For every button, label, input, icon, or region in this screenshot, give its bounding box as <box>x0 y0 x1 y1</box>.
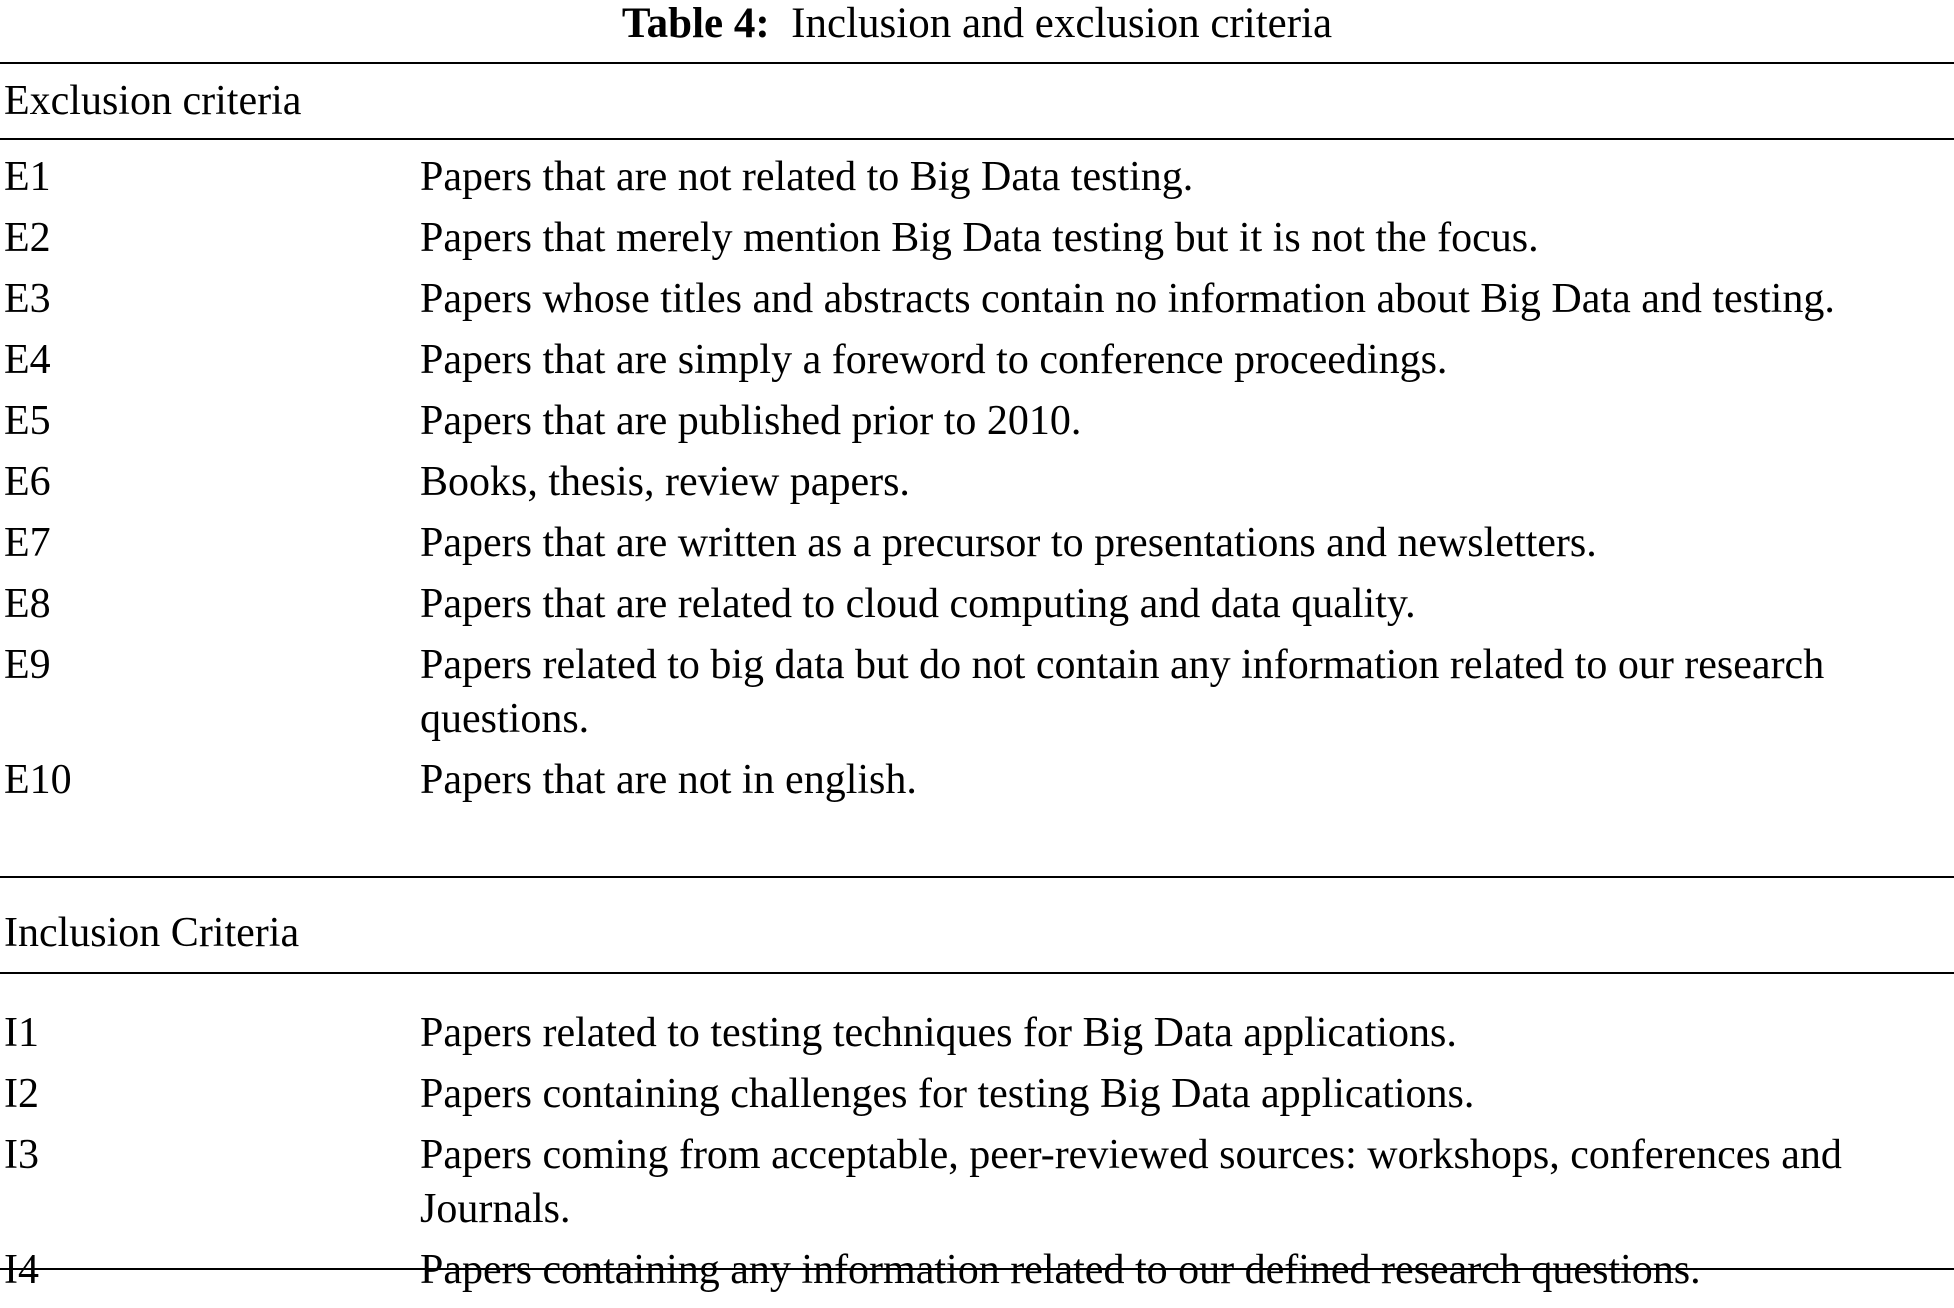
table-row <box>0 1067 1954 1121</box>
criterion-id: I2 <box>4 1071 39 1117</box>
table-row <box>0 1006 1954 1060</box>
criterion-id: I4 <box>4 1247 39 1293</box>
criterion-text: Papers related to testing techniques for Big Data applications. <box>420 1010 1457 1056</box>
criterion-text: Papers whose titles and abstracts contain no information about Big Data and testing. <box>420 276 1835 322</box>
criterion-text: Papers that are related to cloud computing and data quality. <box>420 581 1416 627</box>
table-row <box>0 333 1954 387</box>
criterion-text: Papers that are not in english. <box>420 757 917 803</box>
criterion-text: Papers containing any information related to our defined research questions. <box>420 1247 1701 1293</box>
table-row <box>0 577 1954 631</box>
table-row <box>0 211 1954 265</box>
criterion-id: I1 <box>4 1010 39 1056</box>
table-row <box>0 455 1954 509</box>
exclusion-rows <box>0 150 1954 807</box>
exclusion-heading-rule <box>0 138 1954 140</box>
criterion-id: E7 <box>4 520 51 566</box>
criterion-id: E4 <box>4 337 51 383</box>
exclusion-heading: Exclusion criteria <box>4 78 302 124</box>
table-row <box>0 1243 1954 1297</box>
table-row <box>0 1128 1954 1236</box>
criterion-text: Papers that are simply a foreword to conference proceedings. <box>420 337 1448 383</box>
table-row <box>0 150 1954 204</box>
caption-title: Inclusion and exclusion criteria <box>791 0 1333 47</box>
criterion-id: E3 <box>4 276 51 322</box>
caption-label: Table 4: <box>621 0 770 47</box>
bottom-rule <box>0 1268 1954 1270</box>
table-row <box>0 516 1954 570</box>
table-row <box>0 394 1954 448</box>
criterion-id: E5 <box>4 398 51 444</box>
criterion-id: I3 <box>4 1132 39 1178</box>
criterion-text: Books, thesis, review papers. <box>420 459 910 505</box>
criterion-text: Papers that are written as a precursor to presentations and newsletters. <box>420 520 1597 566</box>
criterion-id: E2 <box>4 215 51 261</box>
top-rule <box>0 62 1954 64</box>
criterion-text: Papers containing challenges for testing Big Data applications. <box>420 1071 1475 1117</box>
section-divider-rule <box>0 876 1954 878</box>
criterion-text: Papers coming from acceptable, peer-reviewed sources: workshops, conferences and Journals. <box>420 1132 1842 1232</box>
criterion-text: Papers that are published prior to 2010. <box>420 398 1082 444</box>
table-row <box>0 753 1954 807</box>
inclusion-heading-rule <box>0 972 1954 974</box>
criterion-id: E6 <box>4 459 51 505</box>
table-caption <box>0 2 1954 46</box>
criterion-id: E10 <box>4 757 72 803</box>
criterion-text: Papers that are not related to Big Data testing. <box>420 154 1194 200</box>
criterion-id: E1 <box>4 154 51 200</box>
table-row <box>0 638 1954 746</box>
table-row <box>0 272 1954 326</box>
criterion-text: Papers related to big data but do not contain any information related to our research questions. <box>420 642 1825 742</box>
criterion-id: E8 <box>4 581 51 627</box>
inclusion-heading: Inclusion Criteria <box>4 910 300 956</box>
criterion-text: Papers that merely mention Big Data testing but it is not the focus. <box>420 215 1539 261</box>
inclusion-rows <box>0 1006 1954 1297</box>
criterion-id: E9 <box>4 642 51 688</box>
